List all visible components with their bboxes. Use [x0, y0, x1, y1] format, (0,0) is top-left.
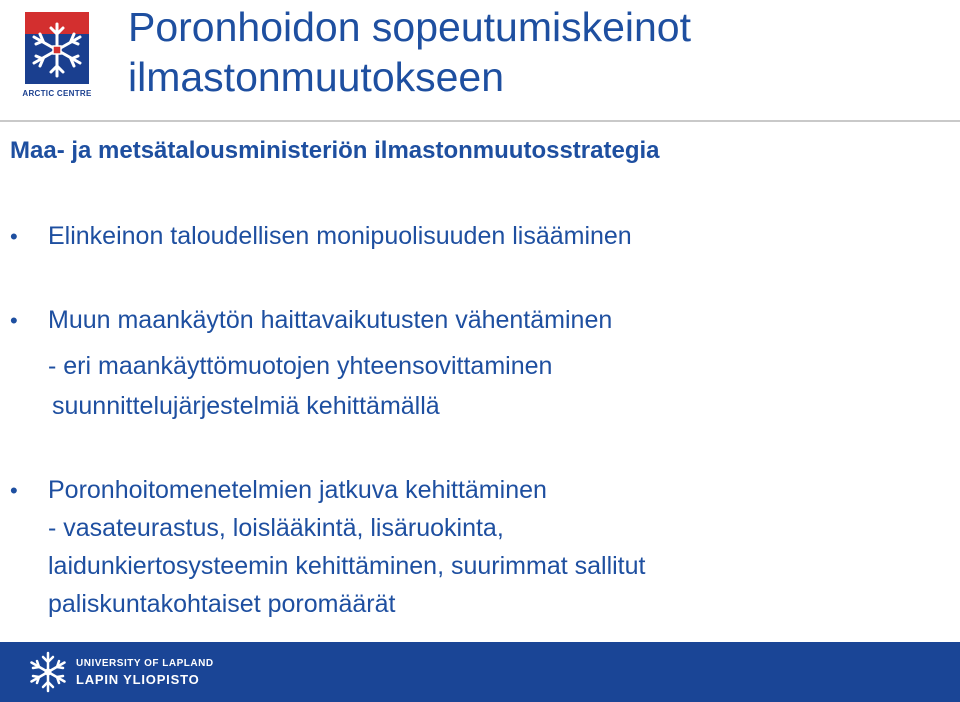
- bullet-line-2-sub-1: - eri maankäyttömuotojen yhteensovittaminen: [48, 352, 553, 380]
- subtitle: Maa- ja metsätalousministeriön ilmastonmuutosstrategia: [10, 137, 660, 164]
- bullet-marker: •: [10, 308, 18, 333]
- bullet-line-2-sub-2: suunnittelujärjestelmiä kehittämällä: [52, 392, 440, 420]
- footer-bar: [0, 642, 960, 702]
- title-divider: [0, 120, 960, 122]
- university-name-fi: LAPIN YLIOPISTO: [76, 672, 200, 687]
- bullet-line-3-sub-3: paliskuntakohtaiset poromäärät: [48, 590, 396, 618]
- bullet-line-3-sub-1: - vasateurastus, loislääkintä, lisäruokinta,: [48, 514, 504, 542]
- university-snowflake-icon: [26, 650, 70, 694]
- page-title: [128, 2, 948, 102]
- arctic-centre-logo-text: ARCTIC CENTRE: [22, 89, 92, 98]
- bullet-marker: •: [10, 478, 18, 503]
- page-title-line-1: Poronhoidon sopeutumiskeinot: [128, 4, 691, 50]
- arctic-centre-logo: [22, 10, 92, 100]
- arctic-centre-snowflake-icon: [22, 10, 92, 88]
- bullet-line-1: Elinkeinon taloudellisen monipuolisuuden lisääminen: [48, 222, 632, 250]
- bullet-line-3: Poronhoitomenetelmien jatkuva kehittäminen: [48, 476, 547, 504]
- university-name-en: UNIVERSITY OF LAPLAND: [76, 658, 214, 669]
- bullet-marker: •: [10, 224, 18, 249]
- bullet-line-3-sub-2: laidunkiertosysteemin kehittäminen, suurimmat sallitut: [48, 552, 646, 580]
- bullet-line-2: Muun maankäytön haittavaikutusten vähentäminen: [48, 306, 613, 334]
- page-title-line-2: ilmastonmuutokseen: [128, 54, 505, 100]
